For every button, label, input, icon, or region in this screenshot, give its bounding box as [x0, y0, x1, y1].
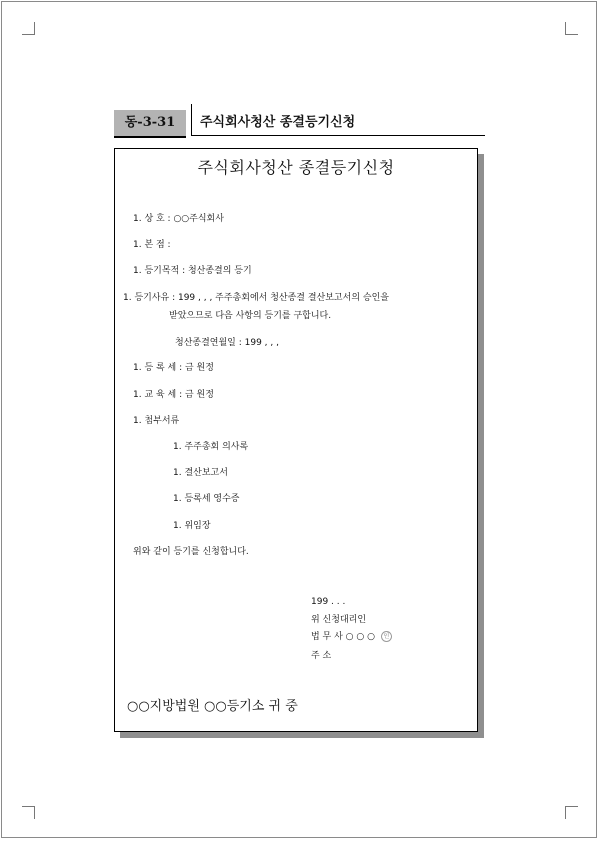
head-office-line: 1. 본 점 :	[133, 240, 171, 250]
attachment-item: 1. 위임장	[173, 521, 211, 531]
form-number-tag: 동-3-31	[114, 110, 186, 138]
signature-lawyer	[311, 631, 392, 643]
signature-address: 주 소	[311, 651, 332, 661]
recipient-line: ○○지방법원 ○○등기소 귀 중	[127, 699, 298, 714]
form-title: 주식회사청산 종결등기신청	[197, 158, 395, 177]
education-tax-line: 1. 교 육 세 : 금 원정	[133, 390, 214, 400]
attachment-item: 1. 등록세 영수증	[173, 494, 240, 504]
conclusion-date-line: 청산종결연월일 : 199 , , ,	[175, 338, 279, 348]
lawyer-name: 법 무 사 ○ ○ ○	[311, 632, 375, 642]
attachment-item: 1. 주주총회 의사록	[173, 442, 249, 452]
crop-mark-bottom-right	[565, 806, 578, 819]
application-form	[114, 148, 478, 732]
closing-statement: 위와 같이 등기를 신청합니다.	[133, 547, 249, 557]
signature-agent: 위 신청대리인	[311, 615, 367, 625]
header-underline	[191, 135, 485, 136]
crop-mark-top-right	[565, 22, 578, 35]
reason-line-2: 받았으므로 다음 사항의 등기를 구합니다.	[169, 311, 332, 321]
registration-tax-line: 1. 등 록 세 : 금 원정	[133, 363, 214, 373]
crop-mark-top-left	[22, 22, 35, 35]
signature-date: 199 . . .	[311, 597, 346, 607]
header-divider	[191, 104, 192, 136]
reason-line-1: 1. 등기사유 : 199 , , , 주주총회에서 청산종결 결산보고서의 승인을	[123, 293, 389, 303]
purpose-line: 1. 등기목적 : 청산종결의 등기	[133, 266, 252, 276]
header-title: 주식회사청산 종결등기신청	[200, 115, 356, 130]
seal-icon: 인	[381, 631, 392, 642]
crop-mark-bottom-left	[22, 806, 35, 819]
attachments-label: 1. 첨부서류	[133, 416, 180, 426]
trade-name-line: 1. 상 호 : ○○주식회사	[133, 214, 224, 224]
attachment-item: 1. 결산보고서	[173, 468, 228, 478]
